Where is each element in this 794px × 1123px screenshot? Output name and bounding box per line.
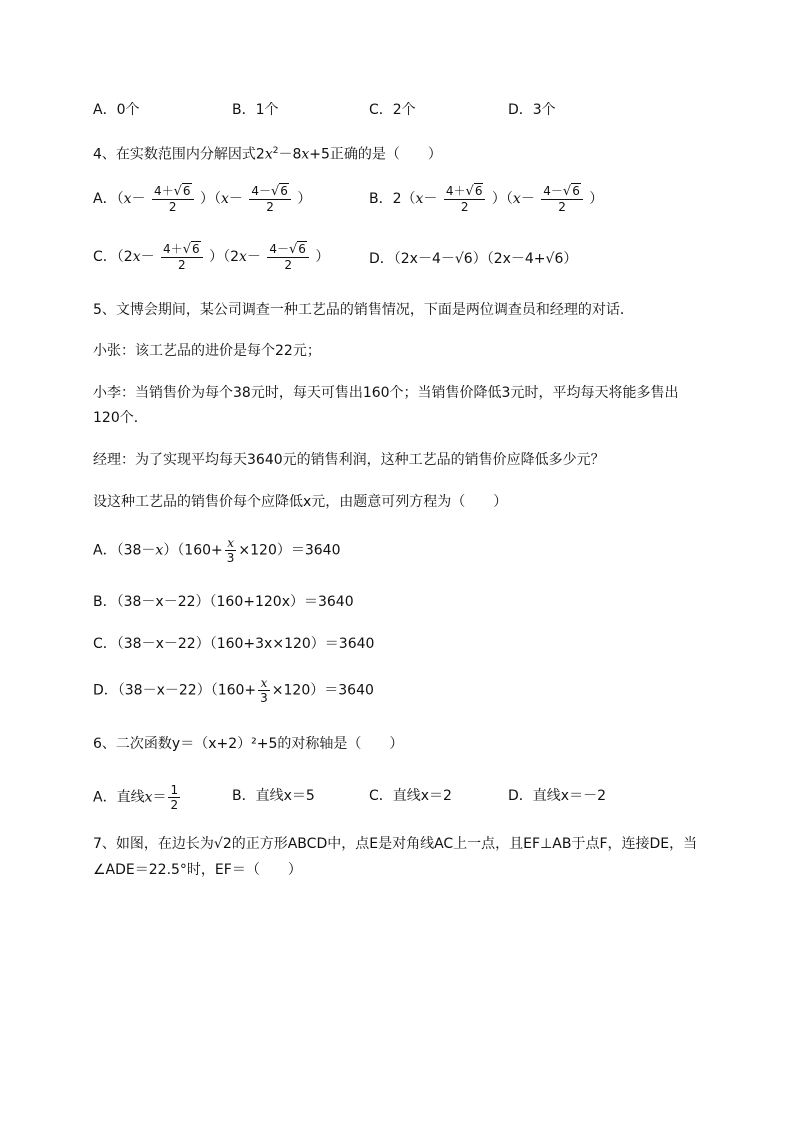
fraction-denominator: 2 bbox=[284, 258, 292, 272]
option-text: ×120）＝3640 bbox=[271, 682, 374, 699]
var-x: x bbox=[155, 542, 164, 559]
q4-option-c bbox=[93, 242, 329, 272]
var-x: x bbox=[239, 249, 247, 265]
parenthesis: ） bbox=[589, 191, 604, 207]
q5-option-c: C．（38－x－22）（160+3x×120）＝3640 bbox=[93, 636, 375, 652]
fraction-denominator: 3 bbox=[226, 551, 235, 565]
fraction: $\frac{4+√6}{2}$ bbox=[152, 184, 194, 214]
q7-stem-line-1: 7、如图，在边长为√2的正方形ABCD中，点E是对角线AC上一点，且EF⊥AB于点F，连接DE，当 bbox=[93, 836, 698, 852]
q3-option-a: A．0个 bbox=[93, 102, 140, 118]
q6-option-a bbox=[93, 783, 182, 812]
q5-li-line-2: 120个． bbox=[93, 410, 148, 426]
q4-stem-var: x bbox=[301, 146, 310, 163]
fraction-numerator: x bbox=[258, 676, 270, 691]
parenthesis: ）（2 bbox=[209, 249, 239, 265]
q4-option-d: D．（2x－4－√6）（2x－4+√6） bbox=[369, 251, 578, 267]
q5-option-b: B．（38－x－22）（160+120x）＝3640 bbox=[93, 594, 354, 610]
q6-option-b: B．直线x＝5 bbox=[232, 788, 315, 804]
q5-option-d bbox=[93, 676, 374, 705]
option-label: C．（2 bbox=[93, 249, 133, 265]
parenthesis: ）（ bbox=[491, 191, 513, 207]
fraction-denominator: 2 bbox=[460, 200, 469, 214]
fraction-denominator: 2 bbox=[266, 200, 274, 214]
q3-option-b: B．1个 bbox=[232, 102, 279, 118]
q4-option-a bbox=[93, 184, 311, 214]
option-label: B．2（ bbox=[369, 191, 416, 207]
parenthesis: ） bbox=[297, 191, 312, 207]
parenthesis: ） bbox=[315, 249, 330, 265]
parenthesis: ）（ bbox=[199, 191, 221, 207]
option-text: A．直线 bbox=[93, 789, 145, 806]
fraction: $\frac{4+√6}{2}$ bbox=[444, 184, 486, 214]
q5-manager-line: 经理：为了实现平均每天3640元的销售利润，这种工艺品的销售价应降低多少元？ bbox=[93, 452, 605, 468]
var-x: x bbox=[123, 191, 132, 207]
fraction-denominator: 2 bbox=[168, 200, 177, 214]
fraction-denominator: 2 bbox=[170, 798, 179, 812]
fraction-numerator: 4－ bbox=[543, 184, 563, 198]
q5-stem: 5、文博会期间，某公司调查一种工艺品的销售情况，下面是两位调查员和经理的对话． bbox=[93, 302, 634, 318]
minus-sign: － bbox=[423, 191, 438, 207]
minus-sign: － bbox=[228, 191, 243, 207]
fraction: $\frac{4-√6}{2}$ bbox=[267, 242, 309, 272]
var-x: x bbox=[220, 191, 229, 207]
option-text: D．（38－x－22）（160+ bbox=[93, 682, 257, 699]
var-x: x bbox=[144, 789, 153, 806]
q5-li-line-1: 小李：当销售价为每个38元时，每天可售出160个；当销售价降低3元时，平均每天将能多售出 bbox=[93, 385, 679, 401]
q5-zhang-line: 小张：该工艺品的进价是每个22元； bbox=[93, 343, 321, 359]
var-x: x bbox=[415, 191, 424, 207]
fraction-numerator: x bbox=[225, 536, 237, 551]
q3-option-d: D．3个 bbox=[508, 102, 556, 118]
option-label: A．（ bbox=[93, 191, 124, 207]
radicand: 6 bbox=[280, 184, 288, 198]
minus-sign: － bbox=[246, 249, 261, 265]
fraction: $\frac{4-√6}{2}$ bbox=[541, 184, 583, 214]
q3-option-c: C．2个 bbox=[369, 102, 416, 118]
q5-option-a bbox=[93, 536, 341, 565]
q4-stem bbox=[93, 141, 442, 165]
q5-setup-line: 设这种工艺品的销售价每个应降低x元，由题意可列方程为（ ） bbox=[93, 494, 508, 510]
q4-stem-text: 4、在实数范围内分解因式2 bbox=[93, 146, 265, 163]
fraction-numerator: 4－ bbox=[251, 184, 271, 198]
fraction: $\frac{4-√6}{2}$ bbox=[249, 184, 291, 214]
fraction bbox=[258, 676, 270, 705]
q4-stem-text: +5正确的是（ ） bbox=[309, 146, 442, 163]
fraction bbox=[225, 536, 237, 565]
q4-stem-exponent: 2 bbox=[272, 146, 279, 156]
q6-stem: 6、二次函数y＝（x+2）²+5的对称轴是（ ） bbox=[93, 736, 404, 752]
option-text: ×120）＝3640 bbox=[238, 542, 341, 559]
radicand: 6 bbox=[191, 242, 200, 256]
q4-option-b bbox=[369, 184, 603, 214]
equals-sign: ＝ bbox=[152, 789, 167, 806]
fraction-denominator: 2 bbox=[558, 200, 566, 214]
radicand: 6 bbox=[182, 184, 191, 198]
fraction-denominator: 3 bbox=[260, 691, 268, 705]
fraction: $\frac{4+√6}{2}$ bbox=[161, 242, 203, 272]
q4-stem-var: x bbox=[264, 146, 273, 163]
option-text: ）（160+ bbox=[163, 542, 223, 559]
radicand: 6 bbox=[572, 184, 580, 198]
var-x: x bbox=[512, 191, 521, 207]
q4-stem-text: －8 bbox=[278, 146, 302, 163]
fraction-numerator: 4－ bbox=[269, 242, 289, 256]
fraction-denominator: 2 bbox=[178, 258, 186, 272]
fraction-numerator: 4＋ bbox=[445, 184, 466, 198]
radicand: 6 bbox=[474, 184, 483, 198]
fraction-numerator: 1 bbox=[170, 783, 179, 797]
fraction bbox=[168, 783, 180, 812]
fraction-numerator: 4＋ bbox=[163, 242, 183, 256]
option-text: A．（38－ bbox=[93, 542, 156, 559]
q7-stem-line-2: ∠ADE＝22.5°时，EF＝（ ） bbox=[93, 862, 302, 878]
fraction-numerator: 4＋ bbox=[153, 184, 174, 198]
minus-sign: － bbox=[140, 249, 155, 265]
minus-sign: － bbox=[520, 191, 535, 207]
var-x: x bbox=[132, 249, 141, 265]
q6-option-c: C．直线x＝2 bbox=[369, 788, 452, 804]
minus-sign: － bbox=[131, 191, 146, 207]
radicand: 6 bbox=[298, 242, 306, 256]
q6-option-d: D．直线x＝－2 bbox=[508, 788, 606, 804]
